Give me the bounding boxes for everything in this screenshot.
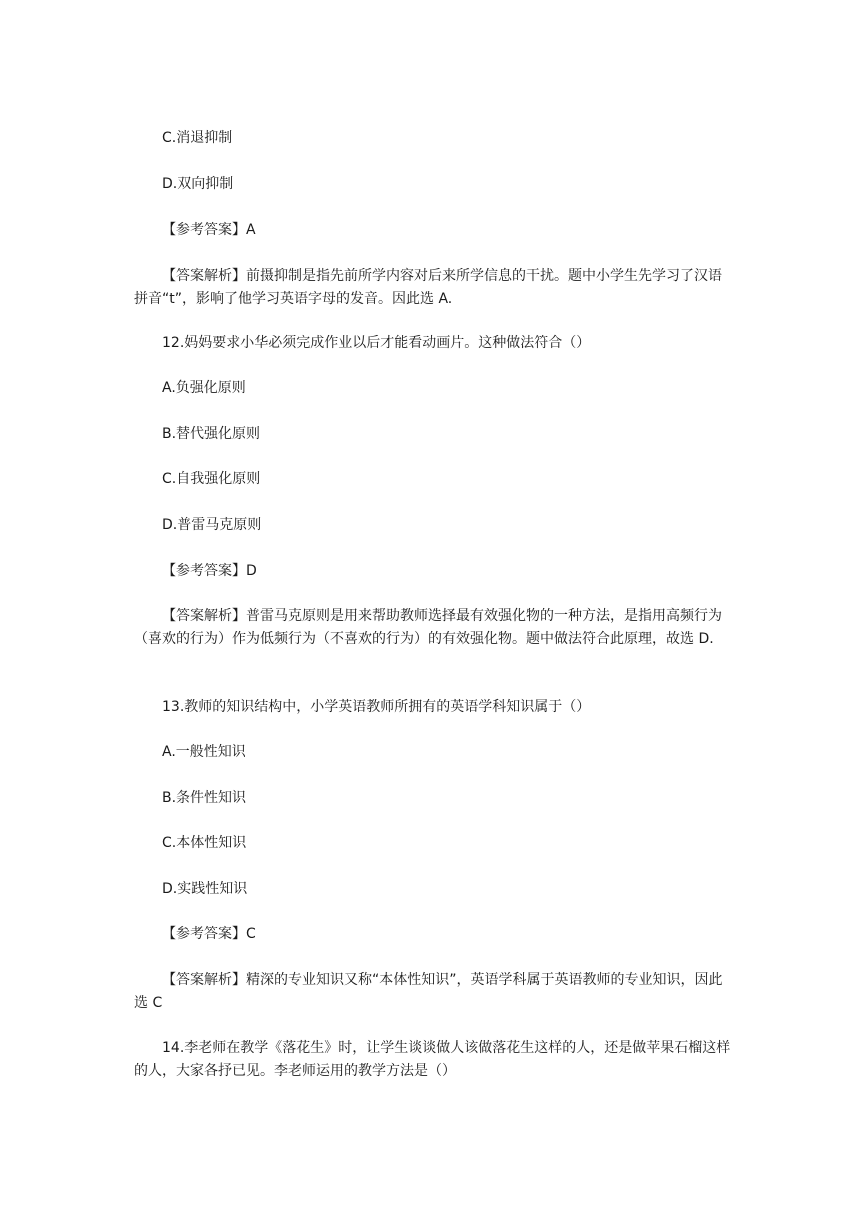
q12-analysis: 【答案解析】普雷马克原则是用来帮助教师选择最有效强化物的一种方法，是指用高频行为（喜欢的行为）作为低频行为（不喜欢的行为）的有效强化物。题中做法符合此原理，故选 D.: [134, 608, 722, 647]
q12-option-a: A.负强化原则: [162, 380, 246, 396]
q13-option-d: D.实践性知识: [162, 881, 248, 897]
q11-option-d: D.双向抑制: [162, 176, 234, 192]
q11-option-c: C.消退抑制: [162, 130, 233, 146]
q13-question: 13.教师的知识结构中，小学英语教师所拥有的英语学科知识属于（）: [162, 699, 591, 715]
q13-option-b: B.条件性知识: [162, 790, 247, 806]
q11-answer: 【参考答案】A: [162, 222, 256, 238]
q12-answer: 【参考答案】D: [162, 563, 257, 579]
q13-answer: 【参考答案】C: [162, 926, 256, 942]
q12-option-d: D.普雷马克原则: [162, 517, 262, 533]
q13-option-c: C.本体性知识: [162, 835, 247, 851]
q11-analysis: 【答案解析】前摄抑制是指先前所学内容对后来所学信息的干扰。题中小学生先学习了汉语拼音“t”，影响了他学习英语字母的发音。因此选 A.: [134, 268, 722, 307]
q12-question: 12.妈妈要求小华必须完成作业以后才能看动画片。这种做法符合（）: [162, 335, 591, 351]
q12-option-b: B.替代强化原则: [162, 426, 261, 442]
q12-option-c: C.自我强化原则: [162, 471, 261, 487]
q14-question: 14.李老师在教学《落花生》时，让学生谈谈做人该做落花生这样的人，还是做苹果石榴这样的人，大家各抒已见。李老师运用的教学方法是（）: [134, 1040, 731, 1079]
q13-analysis: 【答案解析】精深的专业知识又称“本体性知识”，英语学科属于英语教师的专业知识，因此选 C: [134, 972, 723, 1011]
q13-option-a: A.一般性知识: [162, 744, 246, 760]
